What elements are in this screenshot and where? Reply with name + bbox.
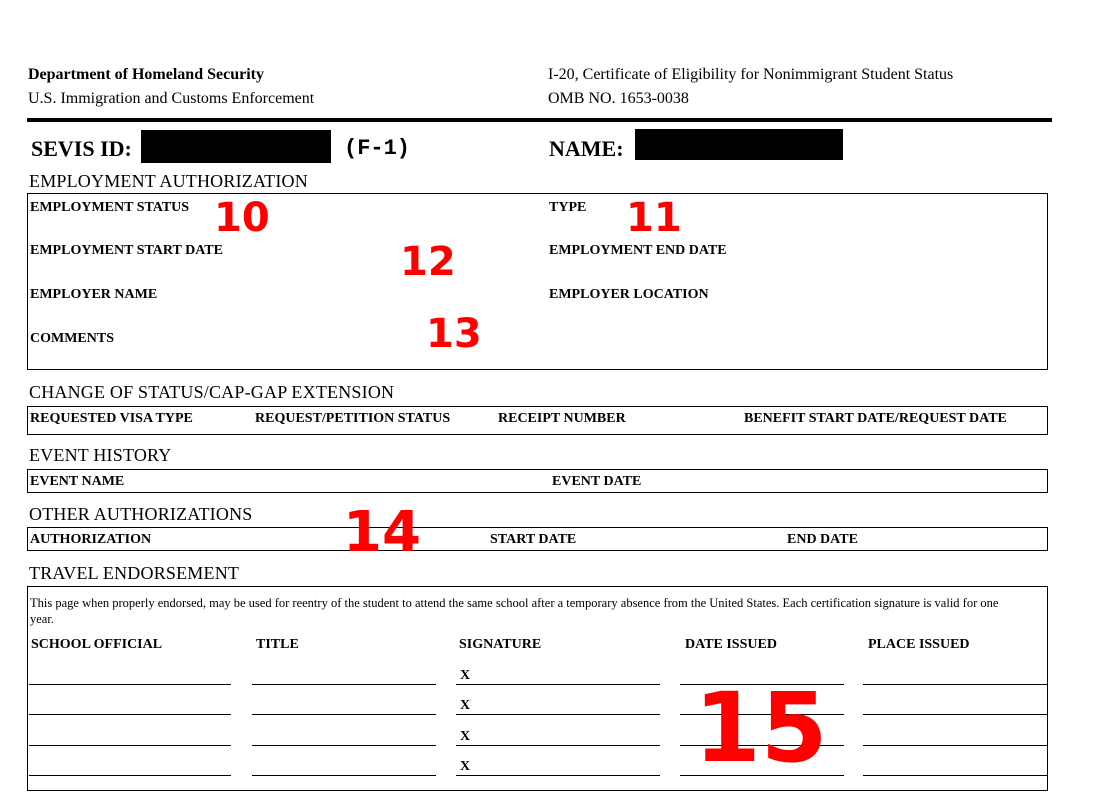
signature-line[interactable] [456, 775, 660, 776]
employment-start-date-label: EMPLOYMENT START DATE [30, 243, 223, 258]
signature-x-mark: X [460, 698, 471, 713]
title-line[interactable] [252, 684, 436, 685]
place-line[interactable] [863, 684, 1047, 685]
school-official-header: SCHOOL OFFICIAL [31, 637, 163, 652]
employer-location-label: EMPLOYER LOCATION [549, 287, 709, 302]
date-issued-header: DATE ISSUED [685, 637, 777, 652]
change-status-section-title: CHANGE OF STATUS/CAP-GAP EXTENSION [29, 382, 395, 402]
employment-box [27, 193, 1048, 370]
visa-class: (F-1) [344, 136, 411, 161]
request-petition-status-header: REQUEST/PETITION STATUS [255, 411, 451, 426]
signature-line[interactable] [456, 714, 660, 715]
official-line[interactable] [29, 714, 231, 715]
form-title: I-20, Certificate of Eligibility for Nonimmigrant Student Status [548, 66, 954, 83]
annotation-10: 10 [214, 195, 270, 241]
event-name-header: EVENT NAME [30, 474, 125, 489]
event-history-section-title: EVENT HISTORY [29, 445, 172, 465]
event-date-header: EVENT DATE [552, 474, 642, 489]
title-line[interactable] [252, 745, 436, 746]
signature-x-mark: X [460, 729, 471, 744]
name-redaction [635, 129, 843, 160]
title-line[interactable] [252, 775, 436, 776]
event-history-box [27, 469, 1048, 493]
employment-status-label: EMPLOYMENT STATUS [30, 200, 190, 215]
employment-end-date-label: EMPLOYMENT END DATE [549, 243, 727, 258]
place-line[interactable] [863, 775, 1047, 776]
agency-name: Department of Homeland Security [28, 66, 264, 83]
annotation-15: 15 [694, 672, 828, 784]
travel-note: This page when properly endorsed, may be used for reentry of the student to attend the same school after a temporary absence from the United States. Each certification signature is valid for one year. [30, 596, 999, 626]
auth-end-date-header: END DATE [787, 532, 858, 547]
signature-x-mark: X [460, 759, 471, 774]
title-line[interactable] [252, 714, 436, 715]
employment-type-label: TYPE [549, 200, 587, 215]
sevis-id-label: SEVIS ID: [31, 136, 132, 161]
auth-start-date-header: START DATE [490, 532, 577, 547]
name-label: NAME: [549, 136, 624, 161]
benefit-start-date-header: BENEFIT START DATE/REQUEST DATE [744, 411, 1007, 426]
annotation-12: 12 [400, 239, 456, 285]
signature-x-mark: X [460, 668, 471, 683]
place-line[interactable] [863, 745, 1047, 746]
requested-visa-type-header: REQUESTED VISA TYPE [30, 411, 193, 426]
annotation-11: 11 [626, 195, 682, 241]
header-rule [27, 118, 1052, 122]
official-line[interactable] [29, 775, 231, 776]
place-issued-header: PLACE ISSUED [868, 637, 970, 652]
omb-number: OMB NO. 1653-0038 [548, 90, 689, 107]
sub-agency-name: U.S. Immigration and Customs Enforcement [28, 90, 315, 107]
official-line[interactable] [29, 745, 231, 746]
signature-header: SIGNATURE [459, 637, 542, 652]
other-auth-section-title: OTHER AUTHORIZATIONS [29, 504, 253, 524]
annotation-13: 13 [426, 311, 482, 357]
receipt-number-header: RECEIPT NUMBER [498, 411, 626, 426]
employment-section-title: EMPLOYMENT AUTHORIZATION [29, 171, 308, 191]
annotation-14: 14 [343, 500, 421, 565]
title-header: TITLE [256, 637, 299, 652]
comments-label: COMMENTS [30, 331, 114, 346]
employer-name-label: EMPLOYER NAME [30, 287, 158, 302]
sevis-id-redaction [141, 130, 331, 163]
authorization-header: AUTHORIZATION [30, 532, 152, 547]
travel-section-title: TRAVEL ENDORSEMENT [29, 563, 240, 583]
official-line[interactable] [29, 684, 231, 685]
place-line[interactable] [863, 714, 1047, 715]
signature-line[interactable] [456, 684, 660, 685]
signature-line[interactable] [456, 745, 660, 746]
